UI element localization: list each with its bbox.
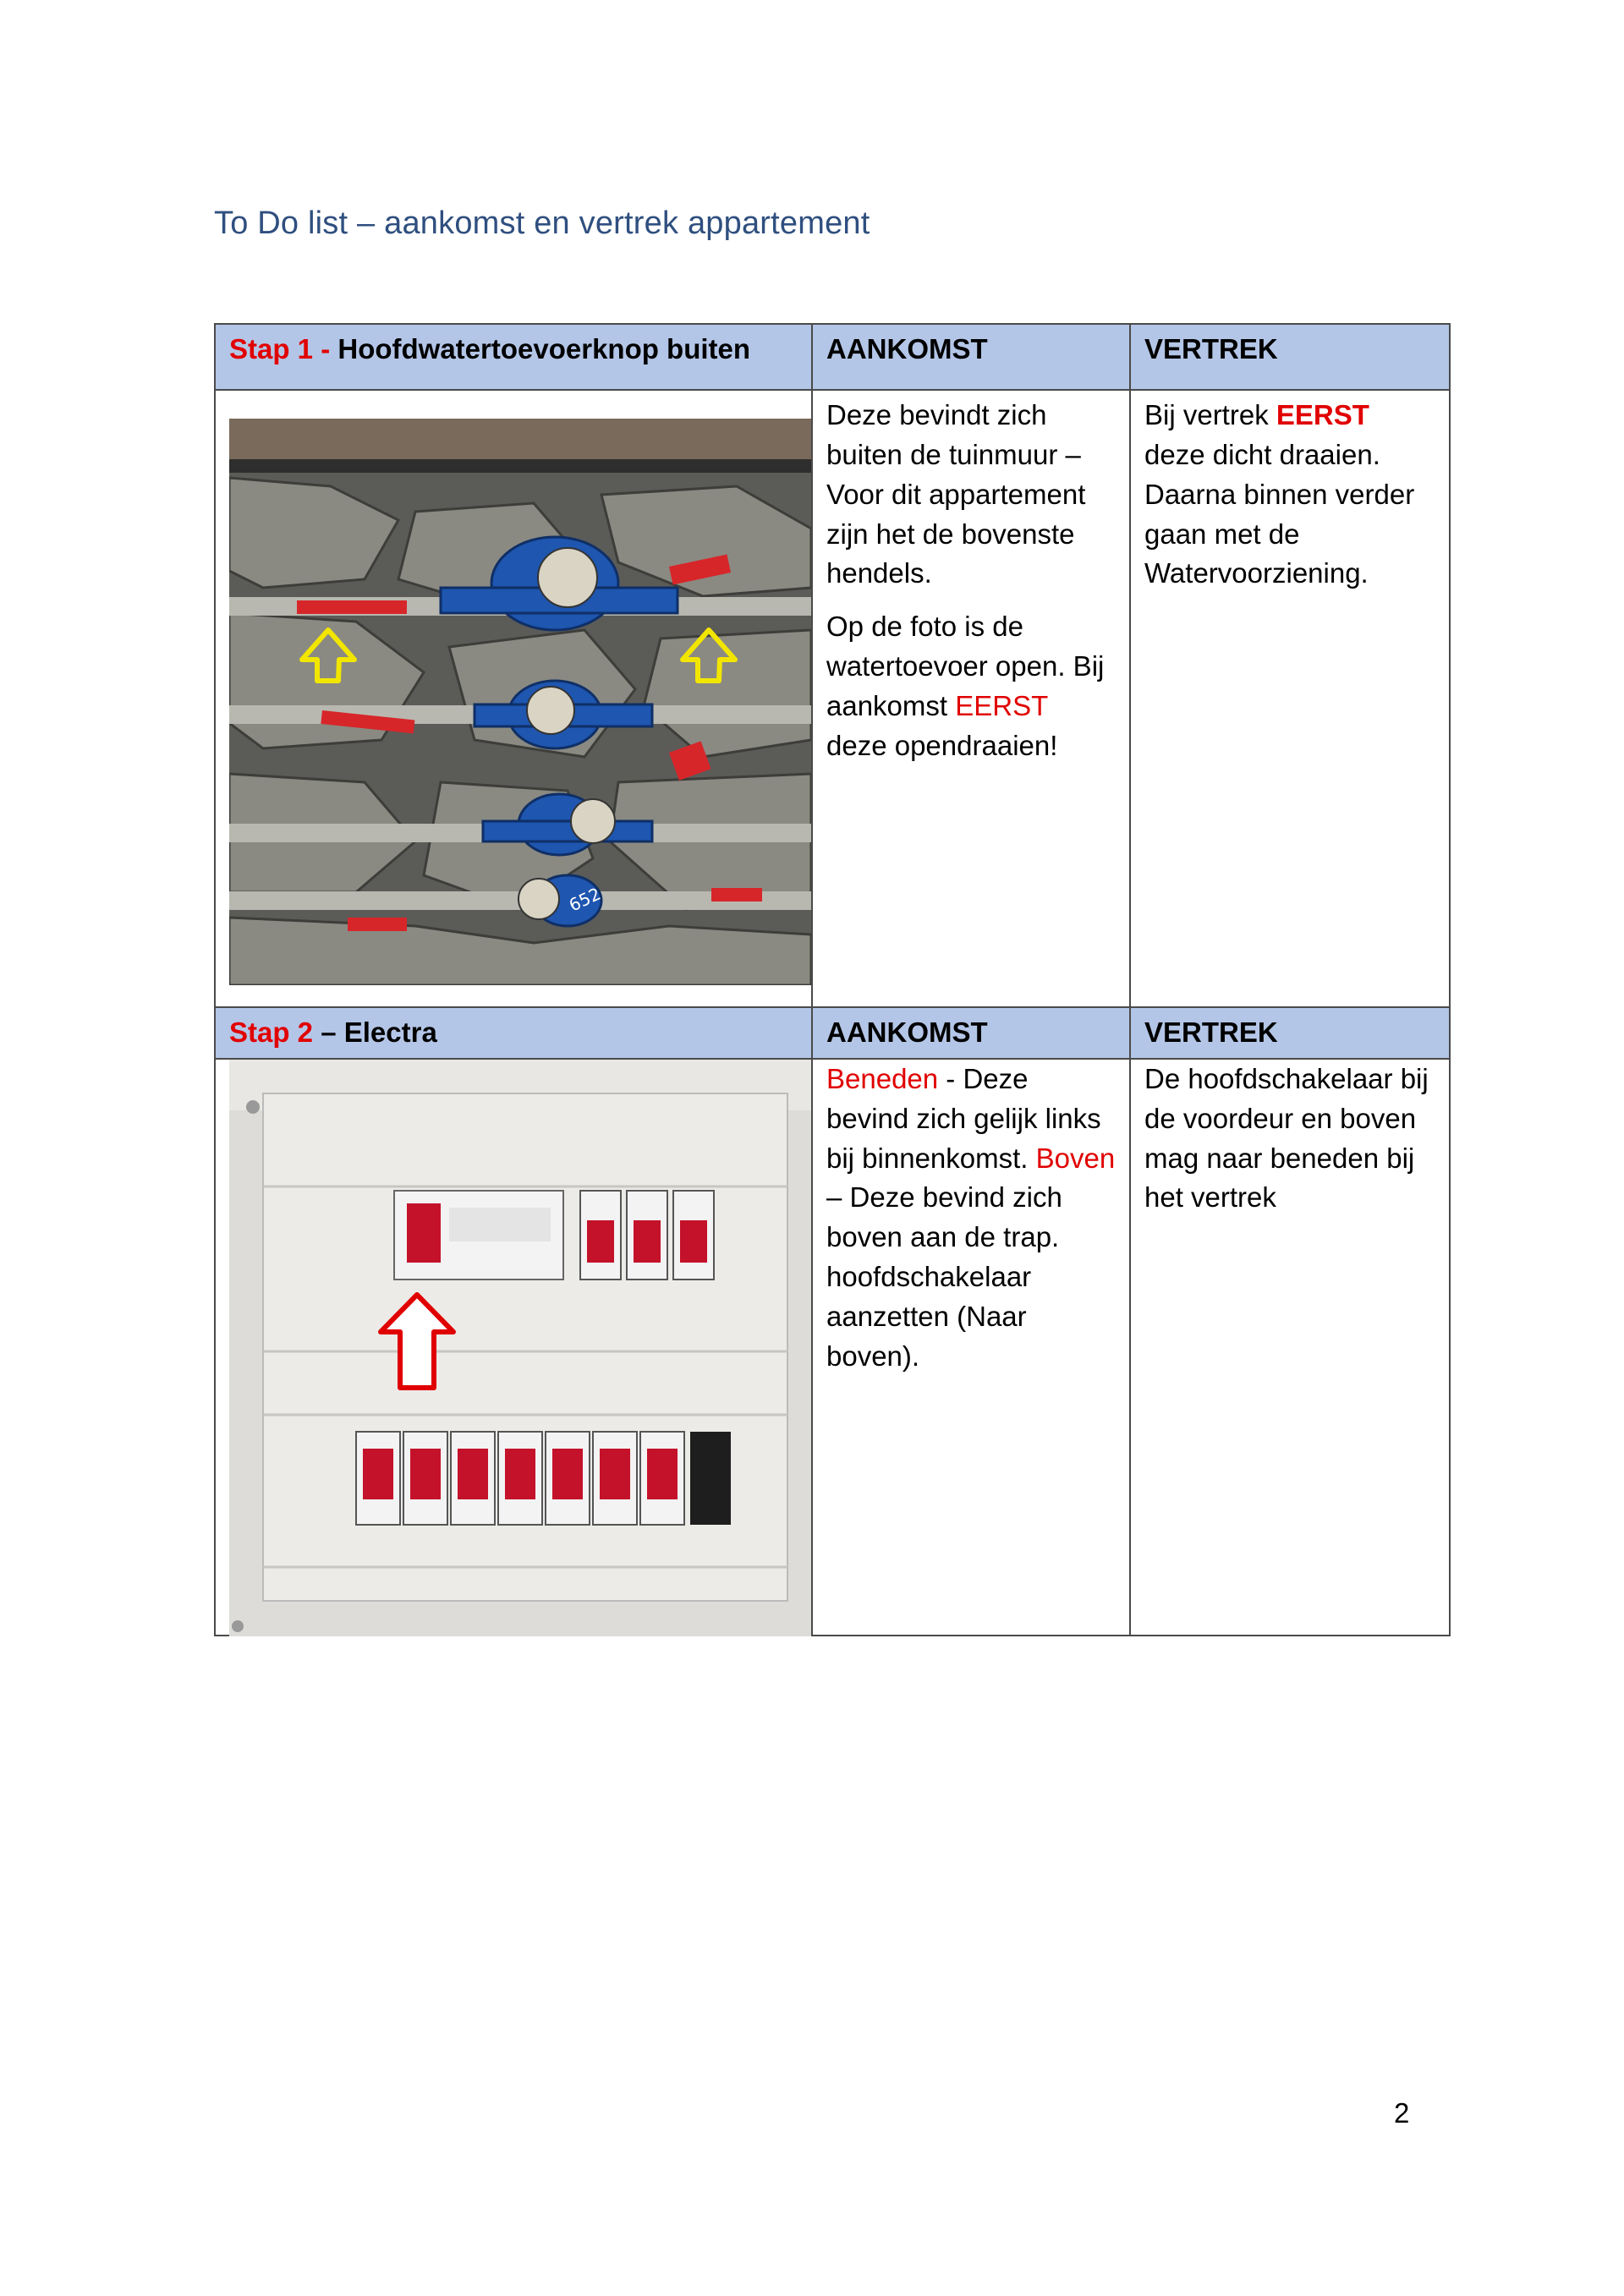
step1-aankomst-emphasis: EERST bbox=[955, 690, 1048, 722]
step1-vertrek-header: VERTREK bbox=[1130, 324, 1450, 390]
todo-table bbox=[214, 323, 1451, 1636]
step1-aankomst-text-a: Op de foto is de watertoevoer open. Bij aankomst bbox=[826, 611, 1105, 722]
step2-label: Stap 2 bbox=[229, 1016, 314, 1048]
step1-aankomst-location: Deze bevindt zich buiten de tuinmuur – Voor dit appartement zijn het de bovenste hendels. bbox=[826, 399, 1086, 589]
step1-aankomst-text-b: deze opendraaien! bbox=[826, 729, 1058, 761]
step2-aankomst-boven: Boven bbox=[1035, 1142, 1116, 1174]
svg-text:652: 652 bbox=[565, 883, 604, 916]
step2-photo-cell bbox=[215, 1059, 812, 1636]
step1-aankomst-cell bbox=[812, 390, 1130, 1007]
step2-aankomst-text-2: – Deze bevind zich boven aan de trap. hoofdschakelaar aanzetten (Naar boven). bbox=[826, 1181, 1062, 1372]
step2-header-row bbox=[215, 1007, 1450, 1059]
step2-vertrek-header: VERTREK bbox=[1130, 1007, 1450, 1059]
step2-vertrek-text: De hoofdschakelaar bij de voordeur en boven mag naar beneden bij het vertrek bbox=[1144, 1062, 1429, 1214]
step2-aankomst-text-1: - Deze bevind zich gelijk links bij binnenkomst. bbox=[826, 1062, 1101, 1174]
step2-header-cell bbox=[215, 1007, 812, 1059]
step2-aankomst-header: AANKOMST bbox=[812, 1007, 1130, 1059]
page-title: To Do list – aankomst en vertrek appartement bbox=[214, 205, 870, 241]
step1-header-row bbox=[215, 324, 1450, 390]
step2-aankomst-cell bbox=[812, 1059, 1130, 1636]
step1-content-row bbox=[215, 390, 1450, 1007]
step2-aankomst-beneden: Beneden bbox=[826, 1062, 939, 1094]
step1-aankomst-instruction bbox=[826, 607, 1116, 765]
step1-aankomst-header: AANKOMST bbox=[812, 324, 1130, 390]
step1-vertrek-cell bbox=[1130, 390, 1450, 1007]
step1-label: Stap 1 - bbox=[229, 333, 338, 364]
step2-vertrek-cell bbox=[1130, 1059, 1450, 1636]
step1-header-cell bbox=[215, 324, 812, 390]
step1-vertrek-emphasis: EERST bbox=[1276, 399, 1369, 430]
fuse-box-photo bbox=[229, 1060, 811, 1636]
step1-photo-cell bbox=[215, 390, 812, 1007]
step2-content-row bbox=[215, 1059, 1450, 1636]
water-meter-photo bbox=[229, 419, 811, 985]
step1-vertrek-text-b: deze dicht draaien. Daarna binnen verder gaan met de Watervoorziening. bbox=[1144, 438, 1415, 589]
step1-title: Hoofdwatertoevoerknop buiten bbox=[337, 333, 751, 364]
page-number: 2 bbox=[1394, 2097, 1410, 2129]
step2-title: – Electra bbox=[313, 1016, 437, 1048]
step1-vertrek-text-a: Bij vertrek bbox=[1144, 399, 1276, 430]
